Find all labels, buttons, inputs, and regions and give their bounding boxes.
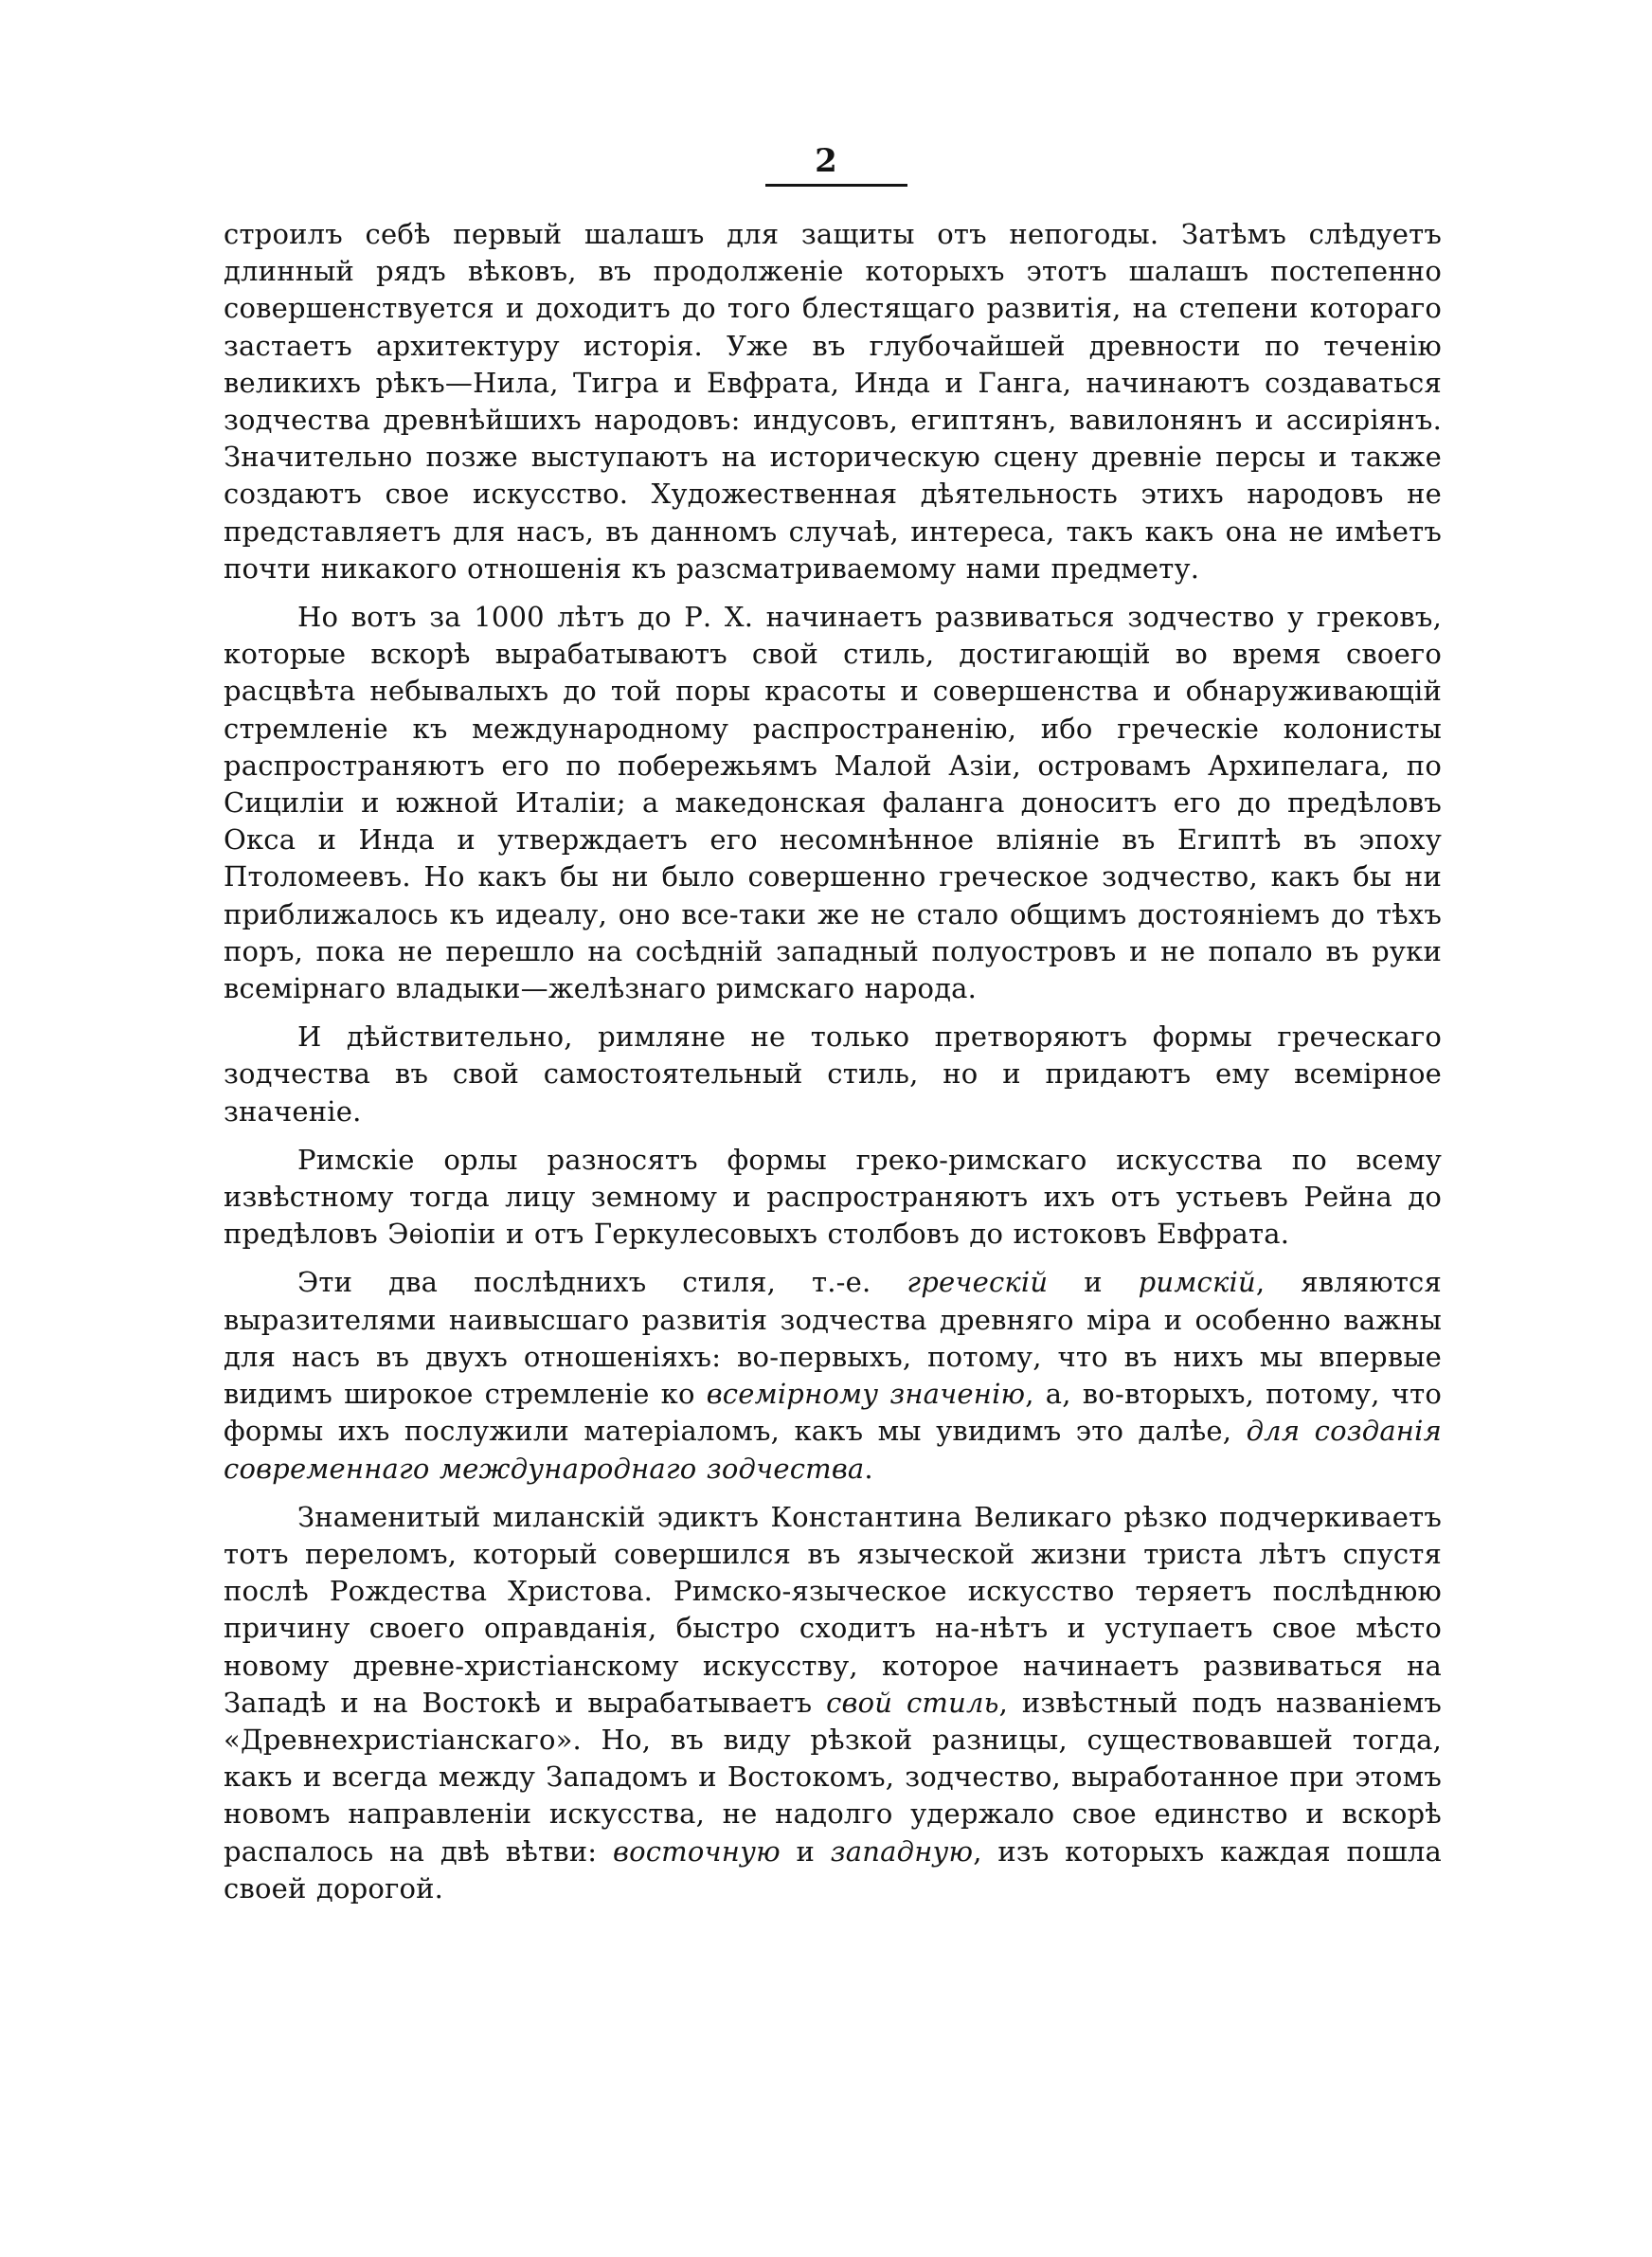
paragraph (224, 1142, 1442, 1254)
text-run: Эти два послѣднихъ стиля, т.-е. (297, 1266, 907, 1299)
text-run: , а, во-вторыхъ, потому, что формы ихъ послужили матеріаломъ, какъ мы увидимъ это далѣе, (224, 1378, 1442, 1448)
page-number: 2 (815, 142, 837, 180)
page-number-rule (765, 184, 907, 187)
text-run: Римскіе орлы разносятъ формы греко-римскаго искусства по всему извѣстному тогда лицу земному и распространяютъ ихъ отъ устьевъ Рейна до предѣловъ Эѳіопіи и отъ Геркулесовыхъ столбовъ до истоковъ Евфрата. (224, 1143, 1442, 1251)
text-run: , являются выразителями наивысшаго развитія зодчества древняго міра и особенно важны для насъ въ двухъ отношеніяхъ: во-первыхъ, потому, что въ нихъ мы впервые видимъ широкое стремленіе ко (224, 1266, 1442, 1411)
text-run: И дѣйствительно, римляне не только претворяютъ формы греческаго зодчества въ свой самостоятельный стиль, но и придаютъ ему всемірное значеніе. (224, 1020, 1442, 1128)
italic-text: восточную (612, 1834, 781, 1868)
text-run: и (780, 1834, 831, 1868)
paragraph (224, 1499, 1442, 1907)
italic-text: для созданія современнаго международнаго зодчества (224, 1415, 1442, 1485)
paragraph (224, 1264, 1442, 1487)
paragraph (224, 599, 1442, 1007)
paragraph (224, 1019, 1442, 1130)
body-text (224, 216, 1442, 1919)
italic-text: всемірному значенію (706, 1378, 1026, 1411)
text-run: Но вотъ за 1000 лѣтъ до Р. Х. начинаетъ развиваться зодчество у грековъ, которые вскорѣ вырабатываютъ свой стиль, достигающій во время своего расцвѣта небывалыхъ до той поры красоты и совершенства и обнаруживающій стремленіе къ международному распространенію, ибо греческіе колонисты распространяютъ его по побережьямъ Малой Азіи, островамъ Архипелага, по Сициліи и южной Италіи; а македонская фаланга доноситъ его до предѣловъ Окса и Инда и утверждаетъ его несомнѣнное вліяніе въ Египтѣ въ эпоху Птоломеевъ. Но какъ бы ни было совершенно греческое зодчество, какъ бы ни приближалось къ идеалу, оно все-таки же не стало общимъ достояніемъ до тѣхъ поръ, пока не перешло на сосѣдній западный полуостровъ и не попало въ руки всемірнаго владыки—желѣзнаго римскаго народа. (224, 601, 1442, 1005)
italic-text: римскій (1138, 1266, 1256, 1299)
text-run: . (864, 1452, 873, 1485)
paragraph (224, 216, 1442, 587)
text-run: , изъ которыхъ каждая пошла своей дорогой. (224, 1834, 1442, 1905)
text-run: и (1048, 1266, 1139, 1299)
text-run: , извѣстный подъ названіемъ «Древнехристіанскаго». Но, въ виду рѣзкой разницы, существовавшей тогда, какъ и всегда между Западомъ и Востокомъ, зодчество, выработанное при этомъ новомъ направленіи искусства, не надолго удержало свое единство и вскорѣ распалось на двѣ вѣтви: (224, 1686, 1443, 1868)
text-run: Знаменитый миланскій эдиктъ Константина Великаго рѣзко подчеркиваетъ тотъ переломъ, который совершился въ языческой жизни триста лѣтъ спустя послѣ Рождества Христова. Римско-языческое искусство теряетъ послѣднюю причину своего оправданія, быстро сходитъ на-нѣтъ и уступаетъ свое мѣсто новому древне-христіанскому искусству, которое начинаетъ развиваться на Западѣ и на Востокѣ и вырабатываетъ (224, 1500, 1442, 1719)
italic-text: свой стиль (826, 1686, 999, 1719)
italic-text: греческій (907, 1266, 1049, 1299)
italic-text: западную (830, 1834, 974, 1868)
text-run: строилъ себѣ первый шалашъ для защиты отъ непогоды. Затѣмъ слѣдуетъ длинный рядъ вѣковъ, въ продолженіе которыхъ этотъ шалашъ постепенно совершенствуется и доходитъ до того блестящаго развитія, на степени котораго застаетъ архитектуру исторія. Уже въ глубочайшей древности по теченію великихъ рѣкъ—Нила, Тигра и Евфрата, Инда и Ганга, начинаютъ создаваться зодчества древнѣйшихъ народовъ: индусовъ, египтянъ, вавилонянъ и ассиріянъ. Значительно позже выступаютъ на историческую сцену древніе персы и также создаютъ свое искусство. Художественная дѣятельность этихъ народовъ не представляетъ для насъ, въ данномъ случаѣ, интереса, такъ какъ она не имѣетъ почти никакого отношенія къ разсматриваемому нами предмету. (224, 218, 1442, 585)
